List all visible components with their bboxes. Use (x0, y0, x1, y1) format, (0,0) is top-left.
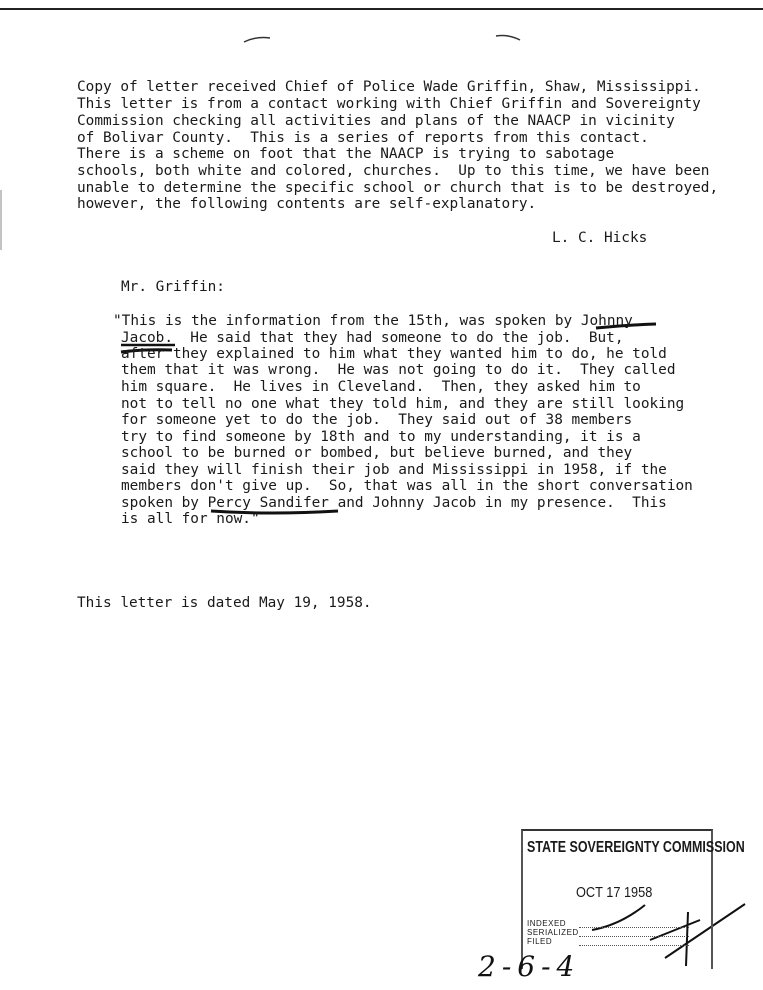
scan-edge-mark (0, 190, 2, 250)
letter-line: not to tell no one what they told him, and they are still looking (121, 396, 685, 412)
handwritten-number: 2-6-4 (478, 950, 581, 983)
letter-line: spoken by Percy Sandifer and Johnny Jacob in my presence. This (121, 495, 667, 511)
signature-name: L. C. Hicks (552, 230, 648, 246)
intro-line: Commission checking all activities and plans of the NAACP in vicinity (77, 113, 675, 129)
letter-line: after they explained to him what they wanted him to do, he told (121, 346, 667, 362)
stamp-date: OCT 17 1958 (576, 884, 653, 901)
intro-line: There is a scheme on foot that the NAACP is trying to sabotage (77, 146, 615, 162)
intro-line: schools, both white and colored, churches. Up to this time, we have been (77, 163, 710, 179)
letter-line: school to be burned or bombed, but believe burned, and they (121, 445, 633, 461)
stamp-dotted-line (579, 936, 689, 937)
letter-line: him square. He lives in Cleveland. Then, they asked him to (121, 379, 641, 395)
tick-mark-right (496, 36, 520, 41)
stamp-row-indexed: INDEXED (527, 919, 567, 928)
stamp-title: STATE SOVEREIGNTY COMMISSION (527, 839, 745, 856)
letter-line: is all for now." (121, 511, 260, 527)
tick-mark-left (244, 38, 270, 43)
date-note: This letter is dated May 19, 1958. (77, 595, 372, 611)
received-stamp (521, 829, 745, 969)
letter-line: said they will finish their job and Mississippi in 1958, if the (121, 462, 667, 478)
intro-line: This letter is from a contact working with Chief Griffin and Sovereignty (77, 96, 701, 112)
stamp-row-filed: FILED (527, 937, 553, 946)
salutation: Mr. Griffin: (121, 279, 225, 295)
intro-line: however, the following contents are self-explanatory. (77, 196, 537, 212)
letter-line: try to find someone by 18th and to my understanding, it is a (121, 429, 641, 445)
stamp-dotted-line (579, 927, 689, 928)
intro-line: Copy of letter received Chief of Police Wade Griffin, Shaw, Mississippi. (77, 79, 701, 95)
intro-line: of Bolivar County. This is a series of reports from this contact. (77, 130, 649, 146)
intro-line: unable to determine the specific school or church that is to be destroyed, (77, 180, 719, 196)
stamp-row-serialized: SERIALIZED (527, 928, 579, 937)
letter-line: Jacob. He said that they had someone to do the job. But, (121, 330, 624, 346)
letter-line: them that it was wrong. He was not going to do it. They called (121, 362, 676, 378)
top-border-line (0, 8, 763, 10)
letter-line: for someone yet to do the job. They said out of 38 members (121, 412, 633, 428)
letter-line: members don't give up. So, that was all in the short conversation (121, 478, 693, 494)
stamp-dotted-line (579, 945, 689, 946)
letter-line: "This is the information from the 15th, was spoken by Johnny (113, 313, 633, 329)
